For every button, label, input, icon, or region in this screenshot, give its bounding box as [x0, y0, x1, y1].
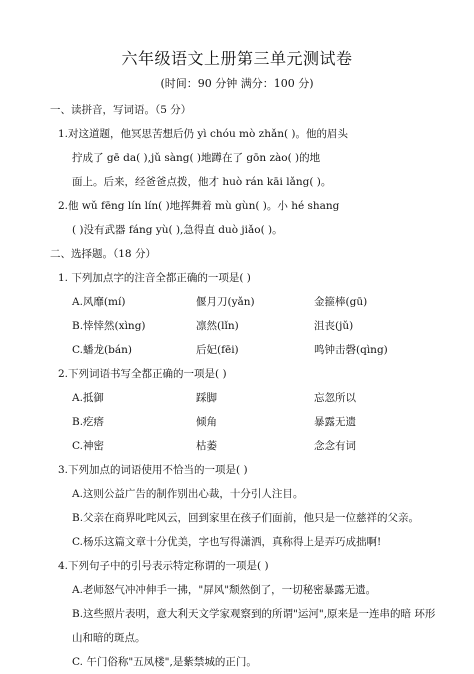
q1-b-item-2: 凛然(lǐn) — [196, 320, 239, 332]
q2-c-item-1: C.神密 — [72, 440, 104, 452]
q3-option-a: A.这则公益广告的制作别出心裁，十分引人注目。 — [72, 488, 304, 500]
exam-subtitle: (时间：90 分钟 满分：100 分) — [160, 77, 314, 90]
q1-a-item-1: A.风靡(mí) — [72, 296, 126, 308]
q2-a-item-2: 踩脚 — [196, 392, 217, 404]
q2-a-item-3: 忘忽所以 — [314, 392, 356, 404]
exam-title: 六年级语文上册第三单元测试卷 — [121, 49, 353, 68]
q1-option-row-a — [58, 290, 446, 314]
q2-b-item-3: 暴露无遗 — [314, 416, 356, 428]
q2-a-item-1: A.抵御 — [72, 392, 104, 404]
q1-option-row-c — [58, 338, 446, 362]
q2-c-item-3: 念念有词 — [314, 440, 356, 452]
q1-c-item-1: C.蟠龙(bán) — [72, 344, 132, 356]
q2-b-item-1: B.疙瘩 — [72, 416, 105, 428]
q1-b-item-1: B.悻悻然(xìng) — [72, 320, 146, 332]
q2-stem: 2.下列词语书写全都正确的一项是( ) — [58, 368, 227, 380]
q2-b-item-2: 倾角 — [196, 416, 217, 428]
section-1-heading: 一、读拼音，写词语。（5 分） — [50, 104, 192, 116]
q3-stem: 3.下列加点的词语使用不恰当的一项是( ) — [58, 464, 248, 476]
q1-c-item-3: 鸣钟击磬(qìng) — [314, 344, 388, 356]
section-1-q1-line-1: 1.对这道题，他冥思苦想后仍 yì chóu mò zhǎn( )。他的眉头 — [58, 128, 349, 140]
section-1-q2-line-1: 2.他 wǔ fēng lín lín( )地挥舞着 mù gùn( )。小 hé shang — [58, 200, 340, 212]
q2-option-row-b — [58, 410, 446, 434]
q1-b-item-3: 沮丧(jǔ) — [314, 320, 354, 332]
q1-a-item-2: 偃月刀(yǎn) — [196, 296, 255, 308]
q2-c-item-2: 枯萎 — [196, 440, 217, 452]
q4-option-c: C. 午门俗称"五凤楼",是紫禁城的正门。 — [72, 656, 257, 668]
section-2-heading: 二、选择题。（18 分） — [50, 248, 156, 260]
q4-option-b-line-2: 山和暗的斑点。 — [72, 632, 146, 644]
q1-option-row-b — [58, 314, 446, 338]
q4-option-b-line-1: B.这些照片表明，意大利天文学家观察到的所谓"运河",原来是一连串的暗 环形 — [72, 608, 436, 620]
exam-body — [50, 98, 446, 674]
section-1-q1-line-3: 面上。后来，经爸爸点拨，他才 huò rán kāi lǎng( )。 — [72, 176, 332, 188]
q1-a-item-3: 金箍棒(gū) — [314, 296, 368, 308]
q1-stem: 1. 下列加点字的注音全都正确的一项是( ) — [58, 272, 251, 284]
section-1-q1-line-2: 拧成了 gē da( ),jǔ sàng( )地蹲在了 gōn zào( )的地 — [72, 152, 321, 164]
q3-option-c: C.杨乐这篇文章十分优美，字也写得潇洒，真称得上是弄巧成拙啊! — [72, 536, 382, 548]
q4-stem: 4.下列句子中的引号表示特定称谓的一项是( ) — [58, 560, 269, 572]
q3-option-b: B.父亲在商界叱咤风云，回到家里在孩子们面前，他只是一位慈祥的父亲。 — [72, 512, 420, 524]
q4-option-a: A.老师怒气冲冲伸手一拂，"屏风"颓然倒了，一切秘密暴露无遗。 — [72, 584, 377, 596]
q2-option-row-c — [58, 434, 446, 458]
section-1-q2-line-2: ( )没有武器 fáng yù( ),急得直 duò jiǎo( )。 — [72, 224, 283, 236]
q2-option-row-a — [58, 386, 446, 410]
q1-c-item-2: 后妃(fēi) — [196, 344, 239, 356]
